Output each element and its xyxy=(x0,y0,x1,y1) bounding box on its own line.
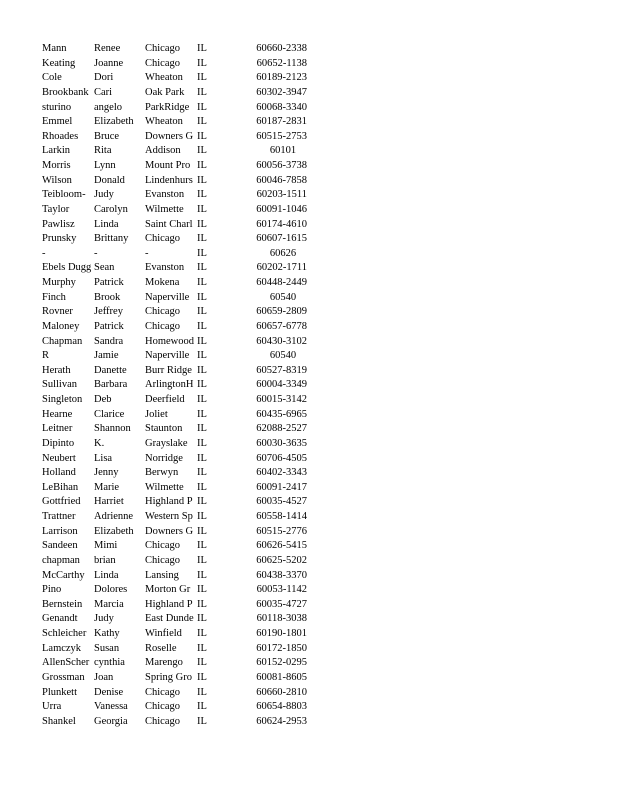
first-name-cell: Elizabeth xyxy=(94,525,134,537)
first-name-cell: Donald xyxy=(94,174,125,186)
city-cell: Highland P xyxy=(145,496,193,508)
zip-cell: 60625-5202 xyxy=(256,554,307,566)
city-cell: Deerfield xyxy=(145,394,185,405)
table-row xyxy=(0,481,618,496)
zip-cell: 60659-2809 xyxy=(256,306,307,318)
state-cell: IL xyxy=(197,101,207,113)
state-cell: IL xyxy=(197,584,207,596)
table-row xyxy=(0,349,618,364)
last-name-cell: Murphy xyxy=(42,277,76,288)
table-row xyxy=(0,422,618,437)
city-cell: Wheaton xyxy=(145,72,183,84)
table-row xyxy=(0,598,618,613)
zip-cell: 60068-3340 xyxy=(256,101,307,113)
zip-cell: 60660-2338 xyxy=(256,43,307,54)
table-row xyxy=(0,525,618,540)
table-row xyxy=(0,569,618,584)
zip-cell: 60091-2417 xyxy=(256,481,307,493)
last-name-cell: Hearne xyxy=(42,408,73,420)
table-row xyxy=(0,71,618,86)
city-cell: Homewood xyxy=(145,335,194,347)
state-cell: IL xyxy=(197,511,207,522)
first-name-cell: Dolores xyxy=(94,584,128,596)
state-cell: IL xyxy=(197,452,207,464)
city-cell: Wilmette xyxy=(145,203,184,215)
zip-cell: 60438-3370 xyxy=(256,569,307,581)
last-name-cell: Rhoades xyxy=(42,130,79,142)
last-name-cell: Singleton xyxy=(42,394,83,405)
city-cell: Chicago xyxy=(145,43,180,54)
state-cell: IL xyxy=(197,86,207,98)
state-cell: IL xyxy=(197,189,207,201)
state-cell: IL xyxy=(197,130,207,142)
zip-cell: 60660-2810 xyxy=(256,686,307,698)
first-name-cell: Mimi xyxy=(94,540,118,552)
first-name-cell: Joanne xyxy=(94,57,124,69)
city-cell: East Dunde xyxy=(145,613,194,625)
first-name-cell: cynthia xyxy=(94,657,125,669)
table-row xyxy=(0,671,618,686)
state-cell: IL xyxy=(197,598,207,610)
state-cell: IL xyxy=(197,262,207,274)
zip-cell: 60558-1414 xyxy=(256,511,307,522)
state-cell: IL xyxy=(197,174,207,186)
first-name-cell: Lisa xyxy=(94,452,113,464)
zip-cell: 60515-2776 xyxy=(256,525,307,537)
zip-cell: 60101 xyxy=(269,145,297,157)
state-cell: IL xyxy=(197,642,207,654)
last-name-cell: Leitner xyxy=(42,423,73,435)
table-row xyxy=(0,261,618,276)
table-row xyxy=(0,42,618,57)
state-cell: IL xyxy=(197,247,207,259)
table-row xyxy=(0,232,618,247)
zip-cell: 60190-1801 xyxy=(256,628,307,639)
table-row xyxy=(0,144,618,159)
first-name-cell: Linda xyxy=(94,218,119,230)
table-row xyxy=(0,130,618,145)
city-cell: Berwyn xyxy=(145,467,179,479)
first-name-cell: Harriet xyxy=(94,496,124,508)
first-name-cell: Vanessa xyxy=(94,701,128,713)
state-cell: IL xyxy=(197,467,207,479)
last-name-cell: sturino xyxy=(42,101,72,113)
city-cell: Lansing xyxy=(145,569,179,581)
city-cell: Marengo xyxy=(145,657,183,669)
zip-cell: 60015-3142 xyxy=(256,394,307,405)
first-name-cell: Danette xyxy=(94,364,127,376)
table-row xyxy=(0,378,618,393)
zip-cell: 60203-1511 xyxy=(256,189,307,201)
zip-cell: 60540 xyxy=(269,291,297,303)
table-row xyxy=(0,115,618,130)
state-cell: IL xyxy=(197,350,207,362)
state-cell: IL xyxy=(197,218,207,230)
zip-cell: 60172-1850 xyxy=(256,642,307,654)
city-cell: Evanston xyxy=(145,262,185,274)
table-row xyxy=(0,452,618,467)
zip-cell: 60430-3102 xyxy=(256,335,307,347)
first-name-cell: angelo xyxy=(94,101,122,113)
table-row xyxy=(0,188,618,203)
zip-cell: 60202-1711 xyxy=(256,262,307,274)
zip-cell: 60657-6778 xyxy=(256,320,307,332)
zip-cell: 60004-3349 xyxy=(256,379,307,391)
table-row xyxy=(0,583,618,598)
state-cell: IL xyxy=(197,613,207,625)
city-cell: Burr Ridge xyxy=(145,364,192,376)
last-name-cell: AllenScher xyxy=(42,657,90,669)
zip-cell: 60624-2953 xyxy=(256,715,307,727)
last-name-cell: Mann xyxy=(42,43,67,54)
city-cell: Downers G xyxy=(145,130,194,142)
first-name-cell: Jeffrey xyxy=(94,306,123,318)
city-cell: Evanston xyxy=(145,189,185,201)
first-name-cell: Cari xyxy=(94,86,113,98)
last-name-cell: Pawlisz xyxy=(42,218,75,230)
last-name-cell: Brookbank xyxy=(42,86,89,98)
state-cell: IL xyxy=(197,540,207,552)
last-name-cell: Maloney xyxy=(42,320,80,332)
last-name-cell: Larkin xyxy=(42,145,70,157)
last-name-cell: Trattner xyxy=(42,511,76,522)
city-cell: Chicago xyxy=(145,701,180,713)
table-row xyxy=(0,700,618,715)
city-cell: Chicago xyxy=(145,554,180,566)
first-name-cell: Carolyn xyxy=(94,203,128,215)
zip-cell: 60030-3635 xyxy=(256,437,307,449)
last-name-cell: Pino xyxy=(42,584,62,596)
first-name-cell: Barbara xyxy=(94,379,128,391)
state-cell: IL xyxy=(197,320,207,332)
table-row xyxy=(0,364,618,379)
table-row xyxy=(0,393,618,408)
zip-cell: 60187-2831 xyxy=(256,116,307,128)
state-cell: IL xyxy=(197,437,207,449)
zip-cell: 62088-2527 xyxy=(256,423,307,435)
first-name-cell: Patrick xyxy=(94,320,124,332)
last-name-cell: Emmel xyxy=(42,116,73,128)
state-cell: IL xyxy=(197,408,207,420)
first-name-cell: Elizabeth xyxy=(94,116,134,128)
table-row xyxy=(0,686,618,701)
last-name-cell: Sandeen xyxy=(42,540,78,552)
zip-cell: 60302-3947 xyxy=(256,86,307,98)
zip-cell: 60626 xyxy=(269,247,297,259)
state-cell: IL xyxy=(197,525,207,537)
table-row xyxy=(0,247,618,262)
state-cell: IL xyxy=(197,496,207,508)
first-name-cell: brian xyxy=(94,554,116,566)
state-cell: IL xyxy=(197,233,207,245)
table-row xyxy=(0,656,618,671)
table-row xyxy=(0,437,618,452)
state-cell: IL xyxy=(197,306,207,318)
last-name-cell: Herath xyxy=(42,364,71,376)
last-name-cell: R xyxy=(42,350,50,362)
last-name-cell: LeBihan xyxy=(42,481,79,493)
city-cell: Grayslake xyxy=(145,437,188,449)
state-cell: IL xyxy=(197,72,207,84)
first-name-cell: Sean xyxy=(94,262,115,274)
table-row xyxy=(0,612,618,627)
last-name-cell: Holland xyxy=(42,467,76,479)
city-cell: ArlingtonH xyxy=(145,379,194,391)
zip-cell: 60046-7858 xyxy=(256,174,307,186)
first-name-cell: K. xyxy=(94,437,105,449)
first-name-cell: Judy xyxy=(94,189,114,201)
city-cell: Chicago xyxy=(145,306,180,318)
table-row xyxy=(0,291,618,306)
first-name-cell: Brittany xyxy=(94,233,129,245)
first-name-cell: Georgia xyxy=(94,715,128,727)
last-name-cell: Lamczyk xyxy=(42,642,82,654)
city-cell: Joliet xyxy=(145,408,168,420)
zip-cell: 60118-3038 xyxy=(256,613,307,625)
zip-cell: 60053-1142 xyxy=(256,584,307,596)
last-name-cell: Keating xyxy=(42,57,76,69)
city-cell: - xyxy=(145,247,149,259)
table-row xyxy=(0,305,618,320)
state-cell: IL xyxy=(197,715,207,727)
last-name-cell: Grossman xyxy=(42,671,85,683)
state-cell: IL xyxy=(197,671,207,683)
city-cell: Mokena xyxy=(145,277,180,288)
last-name-cell: chapman xyxy=(42,554,80,566)
state-cell: IL xyxy=(197,116,207,128)
last-name-cell: Bernstein xyxy=(42,598,83,610)
state-cell: IL xyxy=(197,364,207,376)
city-cell: Western Sp xyxy=(145,511,193,522)
city-cell: Highland P xyxy=(145,598,193,610)
table-row xyxy=(0,554,618,569)
city-cell: Chicago xyxy=(145,233,180,245)
last-name-cell: Larrison xyxy=(42,525,78,537)
state-cell: IL xyxy=(197,379,207,391)
first-name-cell: Bruce xyxy=(94,130,120,142)
zip-cell: 60035-4727 xyxy=(256,598,307,610)
state-cell: IL xyxy=(197,554,207,566)
table-row xyxy=(0,539,618,554)
table-row xyxy=(0,335,618,350)
last-name-cell: Rovner xyxy=(42,306,73,318)
last-name-cell: Urra xyxy=(42,701,62,713)
city-cell: Wheaton xyxy=(145,116,183,128)
last-name-cell: Gottfried xyxy=(42,496,81,508)
city-cell: Chicago xyxy=(145,715,180,727)
zip-cell: 60081-8605 xyxy=(256,671,307,683)
table-row xyxy=(0,57,618,72)
state-cell: IL xyxy=(197,57,207,69)
zip-cell: 60626-5415 xyxy=(256,540,307,552)
last-name-cell: Dipinto xyxy=(42,437,75,449)
table-row xyxy=(0,495,618,510)
table-row xyxy=(0,101,618,116)
first-name-cell: - xyxy=(94,247,98,259)
zip-cell: 60706-4505 xyxy=(256,452,307,464)
state-cell: IL xyxy=(197,145,207,157)
city-cell: Winfield xyxy=(145,628,182,639)
last-name-cell: Chapman xyxy=(42,335,83,347)
first-name-cell: Lynn xyxy=(94,160,116,171)
zip-cell: 60189-2123 xyxy=(256,72,307,84)
last-name-cell: Wilson xyxy=(42,174,72,186)
first-name-cell: Adrienne xyxy=(94,511,134,522)
last-name-cell: Prunsky xyxy=(42,233,77,245)
zip-cell: 60035-4527 xyxy=(256,496,307,508)
first-name-cell: Deb xyxy=(94,394,112,405)
first-name-cell: Kathy xyxy=(94,628,120,639)
table-row xyxy=(0,320,618,335)
zip-cell: 60607-1615 xyxy=(256,233,307,245)
state-cell: IL xyxy=(197,335,207,347)
last-name-cell: - xyxy=(42,247,46,259)
city-cell: Oak Park xyxy=(145,86,185,98)
last-name-cell: Genandt xyxy=(42,613,78,625)
city-cell: Lindenhurs xyxy=(145,174,193,186)
state-cell: IL xyxy=(197,569,207,581)
first-name-cell: Patrick xyxy=(94,277,124,288)
city-cell: Saint Charl xyxy=(145,218,193,230)
table-row xyxy=(0,408,618,423)
zip-cell: 60540 xyxy=(269,350,297,362)
last-name-cell: Finch xyxy=(42,291,66,303)
table-row xyxy=(0,276,618,291)
zip-cell: 60448-2449 xyxy=(256,277,307,288)
first-name-cell: Jenny xyxy=(94,467,119,479)
table-row xyxy=(0,627,618,642)
state-cell: IL xyxy=(197,291,207,303)
state-cell: IL xyxy=(197,203,207,215)
zip-cell: 60056-3738 xyxy=(256,160,307,171)
zip-cell: 60654-8803 xyxy=(256,701,307,713)
first-name-cell: Denise xyxy=(94,686,124,698)
last-name-cell: Sullivan xyxy=(42,379,78,391)
city-cell: Chicago xyxy=(145,320,180,332)
last-name-cell: Morris xyxy=(42,160,71,171)
last-name-cell: Taylor xyxy=(42,203,70,215)
zip-cell: 60652-1138 xyxy=(256,57,307,69)
table-row xyxy=(0,174,618,189)
first-name-cell: Marie xyxy=(94,481,120,493)
zip-cell: 60174-4610 xyxy=(256,218,307,230)
city-cell: Mount Pro xyxy=(145,160,191,171)
city-cell: Chicago xyxy=(145,540,180,552)
state-cell: IL xyxy=(197,686,207,698)
state-cell: IL xyxy=(197,160,207,171)
city-cell: Norridge xyxy=(145,452,183,464)
city-cell: Roselle xyxy=(145,642,177,654)
city-cell: Downers G xyxy=(145,525,194,537)
first-name-cell: Judy xyxy=(94,613,114,625)
first-name-cell: Jamie xyxy=(94,350,119,362)
first-name-cell: Dori xyxy=(94,72,114,84)
last-name-cell: Ebels Dugg xyxy=(42,262,92,274)
first-name-cell: Marcia xyxy=(94,598,124,610)
first-name-cell: Sandra xyxy=(94,335,124,347)
last-name-cell: Cole xyxy=(42,72,62,84)
last-name-cell: Plunkett xyxy=(42,686,78,698)
last-name-cell: Schleicher xyxy=(42,628,87,639)
first-name-cell: Susan xyxy=(94,642,120,654)
zip-cell: 60435-6965 xyxy=(256,408,307,420)
table-row xyxy=(0,466,618,481)
first-name-cell: Renee xyxy=(94,43,121,54)
table-row xyxy=(0,86,618,101)
first-name-cell: Clarice xyxy=(94,408,125,420)
table-row xyxy=(0,203,618,218)
city-cell: Addison xyxy=(145,145,181,157)
state-cell: IL xyxy=(197,657,207,669)
first-name-cell: Rita xyxy=(94,145,112,157)
state-cell: IL xyxy=(197,423,207,435)
city-cell: Chicago xyxy=(145,57,180,69)
first-name-cell: Brook xyxy=(94,291,121,303)
first-name-cell: Linda xyxy=(94,569,119,581)
zip-cell: 60515-2753 xyxy=(256,130,307,142)
last-name-cell: Shankel xyxy=(42,715,76,727)
address-table xyxy=(0,42,618,729)
state-cell: IL xyxy=(197,481,207,493)
table-row xyxy=(0,715,618,730)
city-cell: Naperville xyxy=(145,350,190,362)
state-cell: IL xyxy=(197,701,207,713)
city-cell: Chicago xyxy=(145,686,180,698)
last-name-cell: McCarthy xyxy=(42,569,85,581)
city-cell: ParkRidge xyxy=(145,101,190,113)
state-cell: IL xyxy=(197,277,207,288)
zip-cell: 60402-3343 xyxy=(256,467,307,479)
city-cell: Naperville xyxy=(145,291,190,303)
first-name-cell: Joan xyxy=(94,671,114,683)
city-cell: Morton Gr xyxy=(145,584,191,596)
city-cell: Staunton xyxy=(145,423,183,435)
table-row xyxy=(0,510,618,525)
zip-cell: 60152-0295 xyxy=(256,657,307,669)
state-cell: IL xyxy=(197,394,207,405)
city-cell: Spring Gro xyxy=(145,671,192,683)
state-cell: IL xyxy=(197,628,207,639)
last-name-cell: Teibloom- xyxy=(42,189,86,201)
table-row xyxy=(0,159,618,174)
table-row xyxy=(0,218,618,233)
table-row xyxy=(0,642,618,657)
zip-cell: 60091-1046 xyxy=(256,203,307,215)
zip-cell: 60527-8319 xyxy=(256,364,307,376)
city-cell: Wilmette xyxy=(145,481,184,493)
state-cell: IL xyxy=(197,43,207,54)
last-name-cell: Neubert xyxy=(42,452,76,464)
first-name-cell: Shannon xyxy=(94,423,131,435)
